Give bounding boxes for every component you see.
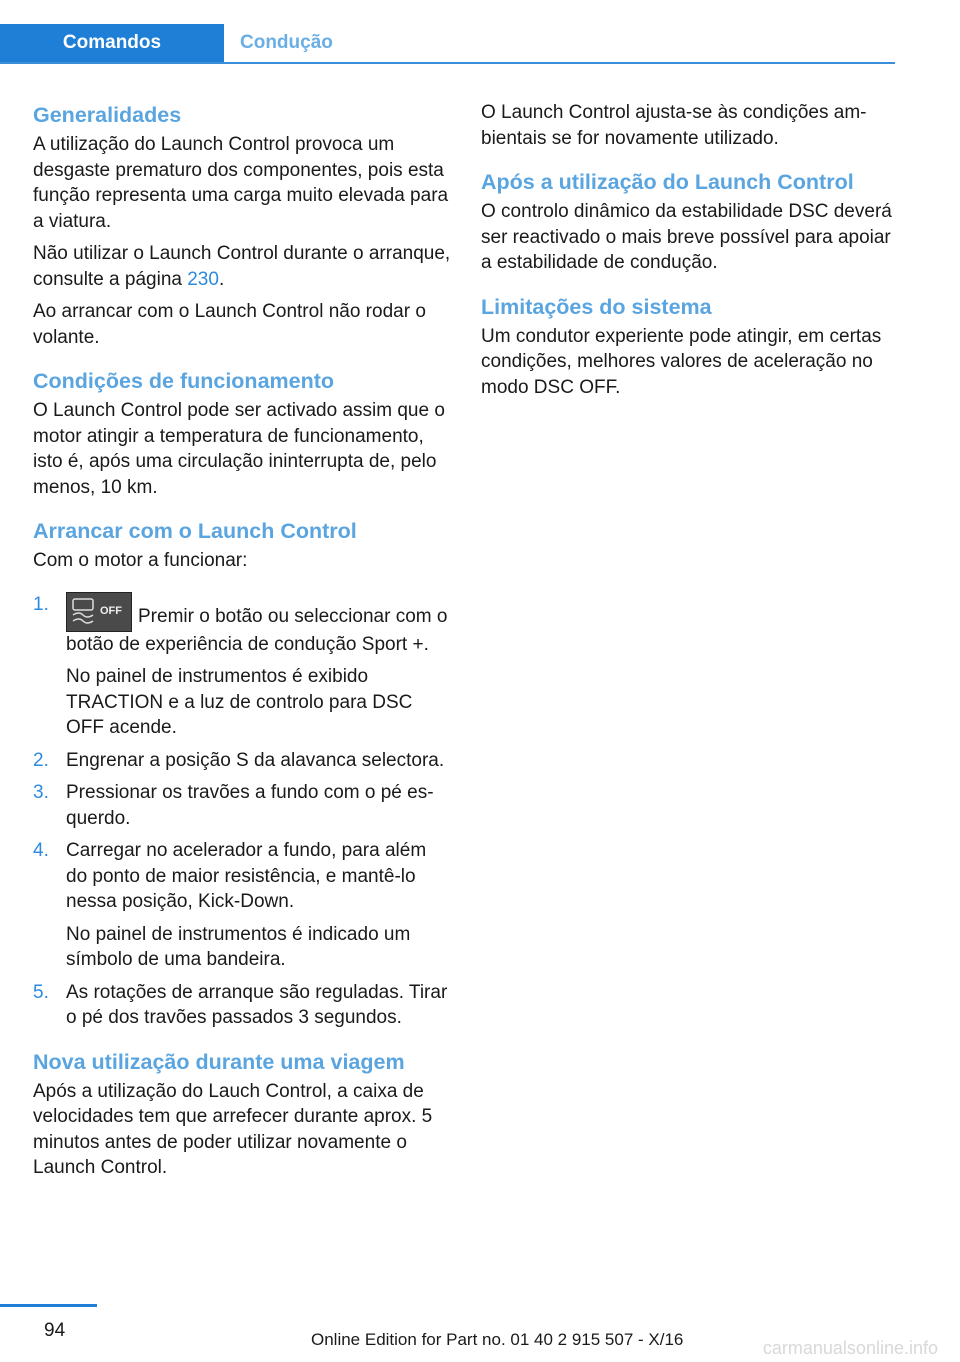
tab-comandos[interactable]: Comandos xyxy=(0,24,224,62)
section-condicoes xyxy=(33,366,451,500)
step-text xyxy=(66,592,451,658)
edition-text: Online Edition for Part no. 01 40 2 915 507 - X/16 xyxy=(311,1330,684,1349)
step-number: 4. xyxy=(33,840,49,861)
tab-conducao[interactable]: Condução xyxy=(240,32,333,53)
paragraph: O Launch Control pode ser activado assim que o motor atingir a temperatura de funcionamento, isto é, após uma circulação ininterrupta de, pelo menos, 10 km. xyxy=(33,400,445,498)
section-apos-utilizacao xyxy=(481,167,896,276)
step-text: Carregar no acelerador a fundo, para além do ponto de maior resistência, e mantê-lo nessa posição, Kick-Down. xyxy=(66,840,427,912)
step-note: No painel de instrumentos é indicado um símbolo de uma bandeira. xyxy=(66,923,411,970)
list-item xyxy=(33,592,451,741)
heading-condicoes: Condições de funcionamento xyxy=(33,369,335,393)
header-tabbar xyxy=(0,24,895,64)
step-number: 5. xyxy=(33,981,49,1003)
paragraph: O controlo dinâmico da estabilidade DSC deverá ser reactivado o mais breve possível para apoiar a estabilidade de condução. xyxy=(481,201,892,273)
watermark: carmanualsonline.info xyxy=(762,1338,938,1358)
paragraph: Após a utilização do Lauch Control, a caixa de velocidades tem que arrefecer durante aprox. 5 minutos antes de poder utilizar novamente o Launch Control. xyxy=(33,1080,433,1178)
list-item xyxy=(33,748,451,774)
paragraph: Ao arrancar com o Launch Control não rodar o volante. xyxy=(33,301,426,348)
section-continuation xyxy=(481,100,896,151)
heading-generalidades: Generalidades xyxy=(33,103,182,127)
dsc-off-icon-text: OFF xyxy=(100,604,122,617)
heading-nova-utilizacao: Nova utilização durante uma viagem xyxy=(33,1049,405,1074)
page-link[interactable]: 230 xyxy=(187,268,219,290)
text: . xyxy=(218,268,225,290)
paragraph: O Launch Control ajusta-se às condições ambientais se for novamente utilizado. xyxy=(481,102,867,149)
step-number: 3. xyxy=(33,782,49,803)
step-note: No painel de instrumentos é exibido TRACTION e a luz de controlo para DSC OFF acende. xyxy=(66,666,413,738)
section-nova-utilizacao xyxy=(33,1047,451,1181)
step-text: As rotações de arranque são reguladas. Tirar o pé dos travões passados 3 segundos. xyxy=(66,981,448,1028)
heading-apos-utilizacao: Após a utilização do Launch Control xyxy=(481,170,854,194)
steps-list xyxy=(33,592,451,1031)
step-number: 2. xyxy=(33,749,49,771)
footer-divider xyxy=(0,1304,97,1307)
heading-arrancar: Arrancar com o Launch Control xyxy=(33,519,357,543)
paragraph xyxy=(33,241,451,292)
heading-limitacoes: Limitações do sistema xyxy=(481,294,712,319)
left-column xyxy=(33,100,451,1197)
text: Não utilizar o Launch Control durante o arranque, consulte a página xyxy=(33,243,451,290)
page-number: 94 xyxy=(44,1320,66,1341)
list-item xyxy=(33,780,451,831)
paragraph: Um condutor experiente pode atingir, em certas condições, melhores valores de aceleração no modo DSC OFF. xyxy=(481,325,882,398)
dsc-off-icon xyxy=(66,592,132,632)
text: Premir o botão ou seleccionar com o botão de experiência de condução Sport +. xyxy=(66,605,448,655)
section-generalidades xyxy=(33,100,451,350)
paragraph: Com o motor a funcionar: xyxy=(33,550,248,571)
right-column xyxy=(481,100,896,416)
paragraph: A utilização do Launch Control provoca um desgaste prematuro dos componentes, pois esta função representa uma carga muito elevada para a viatura. xyxy=(33,134,449,232)
section-arrancar xyxy=(33,516,451,1031)
step-text: Engrenar a posição S da alavanca selectora. xyxy=(66,749,445,771)
list-item xyxy=(33,838,451,973)
step-text: Pressionar os travões a fundo com o pé esquerdo. xyxy=(66,782,434,829)
section-limitacoes xyxy=(481,292,896,401)
step-number: 1. xyxy=(33,593,49,615)
list-item xyxy=(33,980,451,1031)
